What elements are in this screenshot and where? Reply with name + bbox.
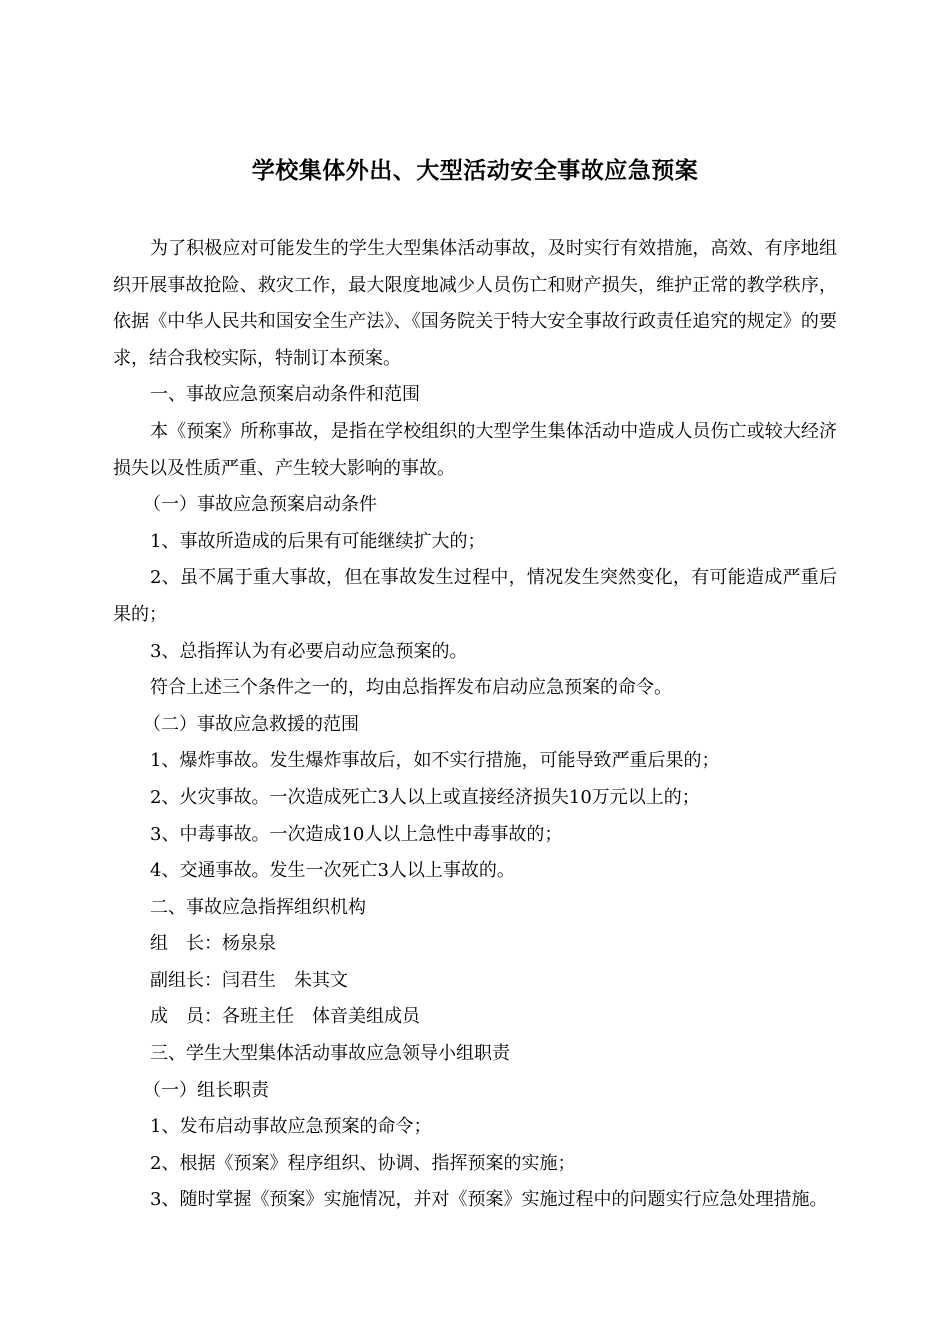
section-heading-2: 二、事故应急指挥组织机构 [150, 896, 366, 918]
list-item: 1、爆炸事故。发生爆炸事故后，如不实行措施，可能导致严重后果的； [150, 750, 720, 772]
list-item: 1、事故所造成的后果有可能继续扩大的； [150, 530, 486, 552]
subsection-heading: （二）事故应急救援的范围 [143, 713, 359, 735]
list-item: 3、总指挥认为有必要启动应急预案的。 [150, 640, 468, 662]
org-members: 成 员：各班主任 体音美组成员 [150, 1006, 420, 1028]
section-heading-1: 一、事故应急预案启动条件和范围 [150, 384, 420, 406]
list-item: 2、根据《预案》程序组织、协调、指挥预案的实施； [150, 1152, 576, 1174]
document-title: 学校集体外出、大型活动安全事故应急预案 [251, 158, 699, 184]
list-item: 1、发布启动事故应急预案的命令； [150, 1116, 432, 1138]
list-item: 3、中毒事故。一次造成10人以上急性中毒事故的； [150, 823, 563, 845]
section-heading-3: 三、学生大型集体活动事故应急领导小组职责 [150, 1043, 510, 1065]
list-item: 4、交通事故。发生一次死亡3人以上事故的。 [150, 860, 515, 882]
intro-paragraph: 为了积极应对可能发生的学生大型集体活动事故，及时实行有效措施，高效、有序地组织开展事故抢险、救灾工作，最大限度地减少人员伤亡和财产损失，维护正常的教学秩序，依据《中华人民共和国安全生产法》、《国务院关于特大安全事故行政责任追究的规定》的要求，结合我校实际，特制订本预案。 [113, 238, 837, 369]
document-body [113, 231, 837, 1219]
subsection-heading: （一）事故应急预案启动条件 [143, 494, 377, 516]
definition-paragraph: 本《预案》所称事故，是指在学校组织的大型学生集体活动中造成人员伤亡或较大经济损失以及性质严重、产生较大影响的事故。 [113, 420, 837, 479]
list-item: 2、火灾事故。一次造成死亡3人以上或直接经济损失10万元以上的； [150, 786, 700, 808]
org-deputy-leaders: 副组长：闫君生 朱其文 [150, 969, 348, 991]
body-paragraph: 符合上述三个条件之一的，均由总指挥发布启动应急预案的命令。 [150, 677, 672, 699]
subsection-heading: （一）组长职责 [143, 1079, 269, 1101]
org-leader: 组 长：杨泉泉 [150, 933, 276, 955]
list-item: 3、随时掌握《预案》实施情况，并对《预案》实施过程中的问题实行应急处理措施。 [150, 1189, 828, 1211]
list-item: 2、虽不属于重大事故，但在事故发生过程中，情况发生突然变化，有可能造成严重后果的； [113, 567, 837, 625]
